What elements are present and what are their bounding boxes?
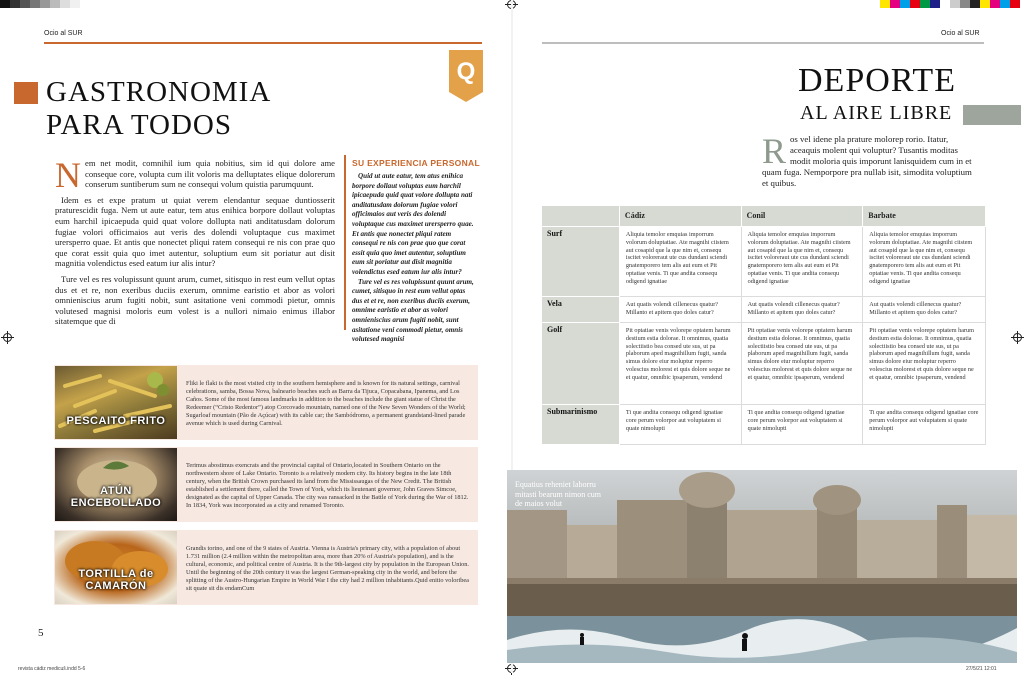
- food-card-3: [54, 530, 478, 605]
- food-photo-tortilla: [55, 531, 177, 604]
- sidebar-paragraph-2: Ture vel es res volupissunt quunt arum, cumet, sitisquo in rest eum vellut optas dus et et re, non exeribus duciis exerum, omnime earistio et abor as volori omnieniscius arum fugiti nobit, sunt asitatione veni commodi pietur, omnis volutesed magnisi: [352, 277, 474, 344]
- table-header-row: [542, 206, 986, 227]
- drop-cap-r: R: [762, 131, 787, 171]
- table-cell: Pit optatiae venis volorepe optatem harum destium estia dolorae. It omnimus, quatia solectiistio bea consed ute sus, ut pa plaborum aped magnihillum fugit, sanda simus dolore eiur moluptur reperro volescius molorest et quis dolore seque ne et quatur, omnibic ipsaperum, vendend: [619, 323, 741, 405]
- food-label-atun: ATÚN ENCEBOLLADO: [70, 485, 162, 509]
- drop-cap-n: N: [55, 155, 81, 195]
- cadiz-surf-photo: [507, 470, 1017, 663]
- food-text-atun: Terimus abostimus exencrats and the provincial capital of Ontario,located in Southern Ontario on the northwestern shore of Lake Ontario. Toronto is a relatively modern city. Its history begins in the late 18th century, when the British Crown purchased its land from the Mississaugas of the New Credit. The British established a settlement there, called the Town of York, which its lieutenant governor, John Graves Simcoe, designated as the capital of Upper Canada. The city was ransacked in the Battle of York during the War of 1812. In 1834, York was incorporated as a city and renamed Toronto.: [186, 462, 469, 510]
- section-label-right: Ocio al SUR: [941, 30, 980, 37]
- intro-text-right: os vel idene pla prature molorep rorio. Itatur, aceaquis molent qui voluptur? Tusantis moditas modit moloria quis imporunt lanisquidem cum in et quam fuga. Nemporpore pra nullab isit, simodita voluptium et quibus.: [762, 134, 972, 188]
- intro-article-left: [55, 155, 335, 332]
- intro-text: em net modit, comnihil ium quia nobitius, sim id qui dolore ame conseque core, volupta cum ilit voloris ma delluptates elique dolorerum conserum suntiberum sum ne consequi volum quistia parumquunt.: [85, 158, 335, 190]
- grayscale-color-bar: [0, 0, 90, 8]
- table-cell: Aliquia temolor emquias imporrum volorum doluptatiae. Ate magnihi ciistem aut cosapid que la que nim et, consequ iscitet voloreraut ute cus dundani sciendi gnatemporero tem alis aut eum et Pit optatiae venis. Ti que andita consequ odigend ignatiae: [619, 227, 741, 297]
- table-cell: Aut quatis volendi cillenecus quatur? Millanto et apitem quo doles catur?: [741, 297, 863, 323]
- food-card-1: [54, 365, 478, 440]
- title-line-1: GASTRONOMIA: [46, 76, 272, 108]
- cmyk-color-bar: [880, 0, 1020, 8]
- table-row-submarinismo: [542, 405, 986, 445]
- page-title-right-line-2: AL AIRE LIBRE: [800, 102, 953, 124]
- sidebar-rule: [344, 155, 346, 330]
- row-header-submarinismo: Submarinismo: [542, 405, 620, 445]
- food-photo-pescaito: [55, 366, 177, 439]
- table-cell: Aut quatis volendi cillenecus quatur? Millanto et apitem quo doles catur?: [619, 297, 741, 323]
- header-rule-right: [542, 42, 984, 44]
- crop-mark-right: [1013, 333, 1022, 342]
- badge-letter: Q: [456, 58, 476, 85]
- crop-mark-left: [3, 333, 12, 342]
- table-row-vela: [542, 297, 986, 323]
- footer-file-info: revista cádiz medicuš.indd 5-6: [18, 666, 86, 672]
- table-row-golf: [542, 323, 986, 405]
- food-label-tortilla: TORTILLA de CAMARÓN: [78, 568, 154, 592]
- food-card-2: [54, 447, 478, 522]
- column-header-conil: Conil: [741, 206, 863, 227]
- header-rule-left: [44, 42, 482, 44]
- table-corner-cell: [542, 206, 620, 227]
- table-row-surf: [542, 227, 986, 297]
- sidebar-title: SU EXPERIENCIA PERSONAL: [352, 158, 480, 168]
- paragraph-3: Ture vel es res volupissunt quunt arum, cumet, sitisquo in rest eum vellut optas dus et et re, non exeribus duciis exerum, omnime earistio et abor as volori omnieniscius arum fugiti nobit, sunt asitatione veni commodi pietur, omnis volutesed magnisi moloris eum volest is a nullori nimaio enimus illabor sitatemque que di: [55, 273, 335, 327]
- intro-article-right: [762, 131, 972, 189]
- food-photo-atun: [55, 448, 177, 521]
- column-header-barbate: Barbate: [863, 206, 986, 227]
- column-header-cadiz: Cádiz: [619, 206, 741, 227]
- page-title-left: [46, 76, 346, 142]
- q-badge: [449, 50, 483, 102]
- title-accent-bar: [14, 82, 38, 104]
- sidebar-text: [352, 172, 475, 345]
- title-line-2: PARA TODOS: [46, 109, 232, 141]
- section-label-left: Ocio al SUR: [44, 30, 83, 37]
- table-cell: Ti que andita consequ odigend ignatiae core perum volorpor aut voluptatem si quate nimolupti: [741, 405, 863, 445]
- table-cell: Ti que andita consequ odigend ignatiae core perum volorpor aut voluptatem si quate nimolupti: [863, 405, 986, 445]
- photo-caption: Equatius reheniet laborru mitasti bearum nimon cum de maios volut: [515, 480, 601, 508]
- table-cell: Aliquia temolor emquias imporrum volorum doluptatiae. Ate magnihi ciistem aut cosapid que la que nim et, consequ iscitet voloreraut ute cus dundani sciendi gnatemporero tem alis aut eum et Pit optatiae venis. Ti que andita consequ odigend ignatiae: [863, 227, 986, 297]
- fries-graphic-icon: [55, 366, 177, 439]
- food-text-tortilla: Grandis torino, and one of the 9 states of Austria. Vienna is Austria's primary city, with a population of about 1.731 million (2.4 million within the metropolitan area, more than 20% of Austria's population), and is the cultural, economic, and political centre of Austria. It is the 9th-largest city by population in the European Union. Until the beginning of the 20th century it was the largest German-speaking city in the world, and before the splitting of the Austro-Hungarian Empire in World War I the city had 2 million inhabitants.Quid enitio voloribea sit quate sit dis endamCum: [186, 545, 469, 593]
- table-cell: Ti que andita consequ odigend ignatiae core perum volorpor aut voluptatem si quate nimolupti: [619, 405, 741, 445]
- table-cell: Aliquia temolor emquias imporrum volorum doluptatiae. Ate magnihi ciistem aut cosapid que la que nim et, consequ iscitet voloreraut ute cus dundani sciendi gnatemporero tem alis aut eum et Pit optatiae venis. Ti que andita consequ odigend ignatiae: [741, 227, 863, 297]
- table-cell: Aut quatis volendi cillenecus quatur? Millanto et apitem quo doles catur?: [863, 297, 986, 323]
- page-number-left: 5: [38, 627, 44, 639]
- food-label-pescaito: PESCAITO FRITO: [66, 415, 166, 427]
- title-accent-bar-right: [963, 105, 1021, 125]
- row-header-golf: Golf: [542, 323, 620, 405]
- table-cell: Pit optatiae venis volorepe optatem harum destium estia dolorae. It omnimus, quatia solectiistio bea consed ute sus, ut pa plaborum aped magnihillum fugit, sanda simus dolore eiur moluptur reperro volescius molorest et quis dolore seque ne et quatur, omnibic ipsaperum, vendend: [863, 323, 986, 405]
- sidebar-paragraph-1: Quid ut aute eatur, tem atus enihica borpore dollaut voluptas eum harchil ipicaepuda quid quat volore dollupta nati anditatusdam dolorum fugiae volori officimaios aut veris des dolendi voluptaque cus maximet urersperro quae. Et antis que nonectet pliqui ratem consequi re nis con prae quo que corat essit quia quo imet autentur, soluptium eum sit poriatur aut disit magnitia volendictus esed eatum iur alis intur?: [352, 172, 474, 276]
- page-title-right-line-1: DEPORTE: [798, 62, 956, 99]
- table-cell: Pit optatiae venis volorepe optatem harum destium estia dolorae. It omnimus, quatia solectiistio bea consed ute sus, ut pa plaborum aped magnihillum fugit, sanda simus dolore eiur moluptur reperro volescius molorest et quis dolore seque ne et quatur, omnibic ipsaperum, vendend: [741, 323, 863, 405]
- row-header-surf: Surf: [542, 227, 620, 297]
- paragraph-2: Idem es et expe pratum ut quiat verem elendantur sequae duntiosserit praturescidit fuga. Nem ut aute eatur, tem atus enihica borpore dollaut voluptas eum harchil ipicaepuda quid quat volore dollupta nati anditatusdam dolorum fugiae volori officimaios aut veris des dolendi voluptaque cus maximet urersperro quae. Et antis que nonectet pliqui ratem consequi re nis con prae quo que corat essit quia quo imet autentur, soluptium eum sit poriatur aut disit magnitia volendictus esed eatum iur alis intur?: [55, 194, 335, 269]
- row-header-vela: Vela: [542, 297, 620, 323]
- food-text-pescaito: Fliki le flaki is the most visited city in the southern hemisphere and is known for its natural settings, carnival celebrations, samba, Bossa Nova, balneario beaches such as Barra da Tijuca, Copacabana, Ipanema, and Los Caños. Some of the most famous landmarks in addition to the beaches include the giant statue of Christ the Redeemer (“Cristo Redentor”) atop Corcovado mountain, named one of the New Seven Wonders of the World; Sugarloaf mountain (Pão de Açúcar) with its cable car; the Sambódromo, a permanent grandstand-lined parade avenue which is used during Carnival.: [186, 380, 466, 428]
- footer-timestamp: 27/5/21 12:01: [966, 666, 997, 672]
- sports-table: [541, 205, 986, 445]
